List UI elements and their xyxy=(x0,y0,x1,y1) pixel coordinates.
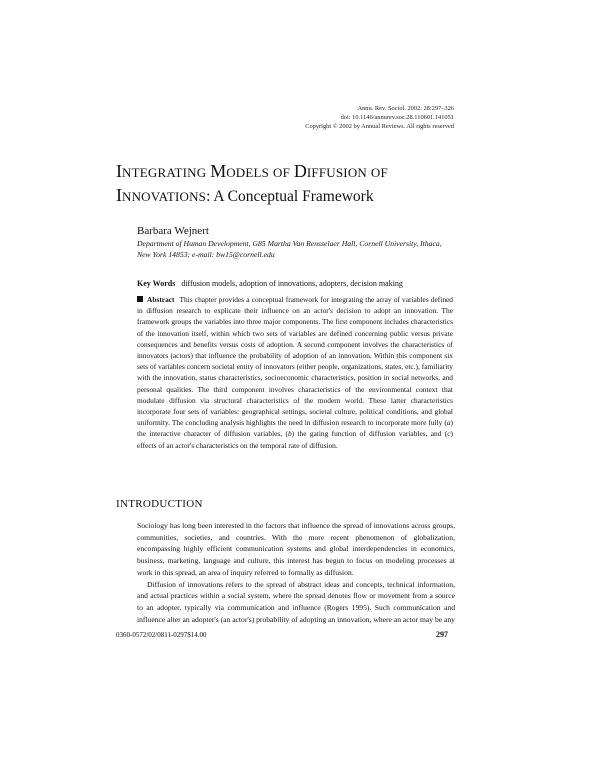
section-heading-introduction: INTRODUCTION xyxy=(116,498,203,510)
abstract: Abstract This chapter provides a conceptual framework for integrating the array of variables defined in diffusion research to explicate their influence on an actor's decision to adopt an innovation. The framework groups the variables into three major components. The first component includes characteristics of the innovation itself, within which two sets of variables are defined concerning public versus private consequences and benefits versus costs of adoption. A second component involves the characteristics of innovators (actors) that influence the probability of adoption of an innovation. Within this component six sets of variables concern societal entity of innovators (either people, organizations, states, etc.), familiarity with the innovation, status characteristics, socioeconomic characteristics, position in social networks, and personal qualities. The third component involves characteristics of the environmental context that modulate diffusion via structural characteristics of the modern world. These latter characteristics incorporate four sets of variables: geographical settings, societal culture, political conditions, and global uniformity. The concluding analysis highlights the need in diffusion research to incorporate more fully (a) the interactive character of diffusion variables, (b) the gating function of diffusion variables, and (c) effects of an actor's characteristics on the temporal rate of diffusion. xyxy=(137,295,453,450)
journal-citation xyxy=(305,104,454,131)
introduction-paragraph-1: Sociology has long been interested in the factors that influence the spread of innovations across groups, communities, societies, and countries. With the more recent phenomenon of globalization, encompassing highly efficient communication systems and global interdependencies in economics, business, marketing, language and culture, this interest has begun to focus on modeling processes at work in this spread, an area of inquiry referred to formally as diffusion. xyxy=(137,521,455,577)
paper-subtitle: : A Conceptual Framework xyxy=(206,188,374,205)
introduction-body xyxy=(137,520,455,625)
paper-title: INTEGRATING MODELS OF DIFFUSION OF INNOVATIONS: A Conceptual Framework xyxy=(116,161,388,205)
square-bullet-icon xyxy=(137,296,143,302)
author-name: Barbara Wejnert xyxy=(137,225,209,237)
citation-doi: doi: 10.1146/annurev.soc.28.110601.141051 xyxy=(340,114,454,121)
author-affiliation: Department of Human Development, G85 Martha Van Rensselaer Hall, Cornell University, Ithaca, New York 14853; e-mail: bw15@cornell.edu xyxy=(137,239,442,259)
footer-issn-code: 0360-0572/02/0811-0297$14.00 xyxy=(116,631,207,639)
keywords xyxy=(137,278,457,289)
page-number: 297 xyxy=(436,630,448,639)
keywords-label: Key Words xyxy=(137,279,176,288)
abstract-label: Abstract xyxy=(147,295,175,304)
introduction-paragraph-2: Diffusion of innovations refers to the spread of abstract ideas and concepts, technical information, and actual practices within a social system, where the spread denotes flow or movement from a source to an adopter, typically via communication and influence (Rogers 1995). Such communication and influence alter an adopter's (an actor's) probability of adopting an innovation, where an actor may be any xyxy=(137,579,455,624)
citation-journal: Annu. Rev. Sociol. 2002. 28:297–326 xyxy=(357,105,454,112)
citation-copyright: Copyright © 2002 by Annual Reviews. All rights reserved xyxy=(305,123,454,130)
keywords-text: diffusion models, adoption of innovations, adopters, decision making xyxy=(181,279,403,288)
